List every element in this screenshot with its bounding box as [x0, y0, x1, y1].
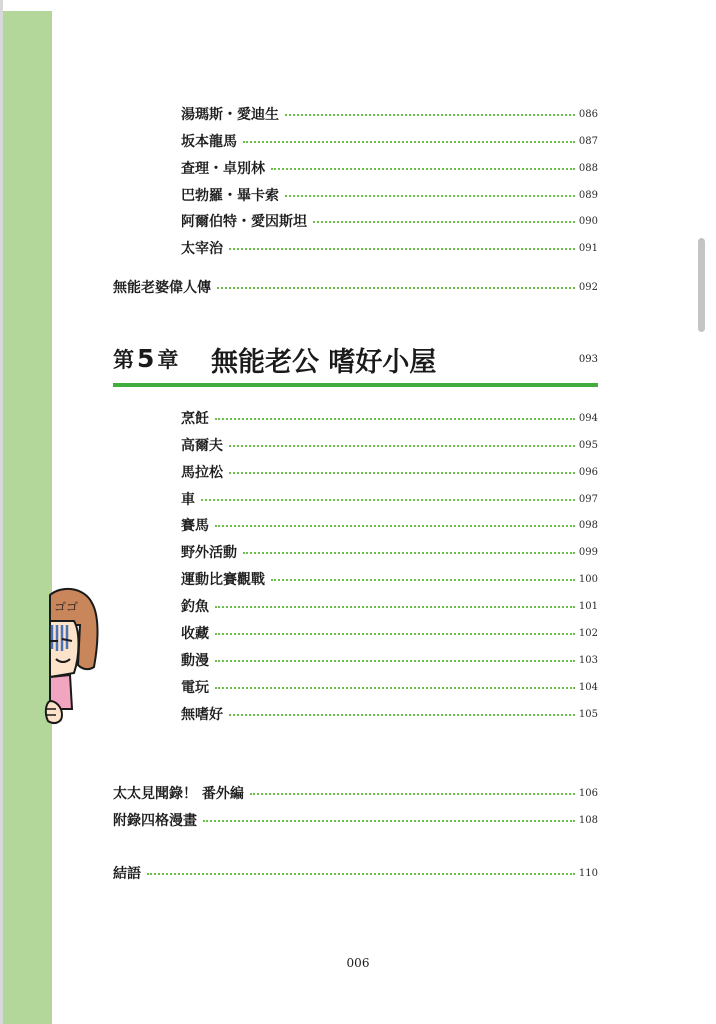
toc-entry-page: 102 — [578, 627, 598, 639]
peeking-girl-illustration — [44, 585, 102, 733]
toc-entry-title: 無嗜好 — [181, 707, 223, 723]
toc-leader-dots — [215, 418, 575, 420]
toc-entry-title: 動漫 — [181, 653, 209, 669]
toc-entry-title: 結語 — [113, 866, 141, 882]
toc-entry[interactable] — [181, 596, 598, 616]
toc-entry-title: 釣魚 — [181, 599, 209, 615]
toc-entry[interactable] — [181, 569, 598, 589]
toc-leader-dots — [203, 820, 575, 822]
toc-leader-dots — [229, 472, 575, 474]
toc-leader-dots — [217, 287, 575, 289]
toc-entry-page: 099 — [578, 546, 598, 558]
toc-entry-title: 太太見聞錄！ 番外編 — [113, 786, 244, 802]
toc-leader-dots — [250, 793, 575, 795]
toc-entry-page: 097 — [578, 493, 598, 505]
toc-entry-page: 090 — [578, 215, 598, 227]
toc-entry-title: 附錄四格漫畫 — [113, 813, 197, 829]
toc-entry-page: 087 — [578, 135, 598, 147]
toc-entry-page: 103 — [578, 654, 598, 666]
toc-entry-title: 查理・卓別林 — [181, 161, 265, 177]
toc-entry-page: 108 — [578, 814, 598, 826]
toc-entry[interactable] — [181, 211, 598, 231]
toc-entry-appendix[interactable] — [113, 810, 598, 830]
toc-entry[interactable] — [181, 489, 598, 509]
chapter-number: 5 — [137, 344, 155, 373]
toc-entry-title: 湯瑪斯・愛迪生 — [181, 107, 279, 123]
toc-leader-dots — [229, 714, 575, 716]
toc-entry[interactable] — [181, 435, 598, 455]
toc-entry-title: 無能老婆偉人傳 — [113, 280, 211, 296]
chapter-suffix: 章 — [157, 348, 179, 372]
toc-leader-dots — [215, 633, 575, 635]
toc-entry[interactable] — [181, 515, 598, 535]
toc-entry-title: 收藏 — [181, 626, 209, 642]
toc-entry-title: 坂本龍馬 — [181, 134, 237, 150]
toc-leader-dots — [201, 499, 575, 501]
toc-entry-page: 092 — [578, 281, 598, 293]
toc-entry-feature[interactable] — [113, 277, 598, 297]
toc-entry[interactable] — [181, 650, 598, 670]
chapter-title: 無能老公 嗜好小屋 — [211, 347, 437, 378]
toc-entry-page: 100 — [578, 573, 598, 585]
toc-entry-title: 馬拉松 — [181, 465, 223, 481]
toc-entry-title: 烹飪 — [181, 411, 209, 427]
toc-entry[interactable] — [181, 623, 598, 643]
green-sidebar-band — [3, 11, 52, 1024]
toc-leader-dots — [271, 168, 575, 170]
toc-entry-page: 098 — [578, 519, 598, 531]
chapter-page: 093 — [578, 354, 598, 365]
toc-entry[interactable] — [181, 677, 598, 697]
toc-entry-page: 110 — [578, 867, 598, 879]
toc-entry-title: 阿爾伯特・愛因斯坦 — [181, 214, 307, 230]
toc-leader-dots — [229, 445, 575, 447]
toc-leader-dots — [147, 873, 575, 875]
toc-leader-dots — [285, 195, 575, 197]
toc-leader-dots — [243, 141, 575, 143]
toc-entry-page: 095 — [578, 439, 598, 451]
toc-leader-dots — [243, 552, 575, 554]
toc-entry[interactable] — [181, 704, 598, 724]
toc-entry-page: 106 — [578, 787, 598, 799]
chapter-label — [113, 344, 178, 374]
toc-leader-dots — [285, 114, 575, 116]
chapter-underline — [113, 383, 598, 387]
toc-leader-dots — [229, 248, 575, 250]
toc-entry-title: 電玩 — [181, 680, 209, 696]
chapter-heading[interactable] — [113, 340, 598, 380]
page-number: 006 — [346, 956, 370, 970]
toc-entry-appendix[interactable] — [113, 783, 598, 803]
toc-entry-title: 運動比賽觀戰 — [181, 572, 265, 588]
toc-entry[interactable] — [181, 104, 598, 124]
toc-entry[interactable] — [181, 238, 598, 258]
toc-entry-page: 101 — [578, 600, 598, 612]
toc-entry-closing[interactable] — [113, 863, 598, 883]
toc-entry[interactable] — [181, 185, 598, 205]
toc-entry-title: 巴勃羅・畢卡索 — [181, 188, 279, 204]
toc-entry-page: 105 — [578, 708, 598, 720]
toc-entry-page: 091 — [578, 242, 598, 254]
toc-entry-title: 高爾夫 — [181, 438, 223, 454]
toc-entry[interactable] — [181, 408, 598, 428]
toc-leader-dots — [215, 687, 575, 689]
toc-entry[interactable] — [181, 131, 598, 151]
toc-entry-page: 088 — [578, 162, 598, 174]
toc-entry-title: 車 — [181, 492, 195, 508]
toc-leader-dots — [215, 660, 575, 662]
toc-entry-page: 104 — [578, 681, 598, 693]
toc-entry[interactable] — [181, 462, 598, 482]
toc-entry-title: 太宰治 — [181, 241, 223, 257]
toc-entry-title: 賽馬 — [181, 518, 209, 534]
mascot-sound-text: ゴゴ — [54, 600, 79, 614]
toc-leader-dots — [215, 606, 575, 608]
toc-entry-title: 野外活動 — [181, 545, 237, 561]
toc-entry-page: 094 — [578, 412, 598, 424]
toc-entry-page: 089 — [578, 189, 598, 201]
toc-entry-page: 086 — [578, 108, 598, 120]
scrollbar-thumb[interactable] — [698, 238, 705, 332]
toc-leader-dots — [271, 579, 575, 581]
toc-leader-dots — [313, 221, 575, 223]
toc-leader-dots — [215, 525, 575, 527]
toc-entry-page: 096 — [578, 466, 598, 478]
chapter-prefix: 第 — [113, 348, 134, 372]
toc-entry[interactable] — [181, 542, 598, 562]
toc-entry[interactable] — [181, 158, 598, 178]
